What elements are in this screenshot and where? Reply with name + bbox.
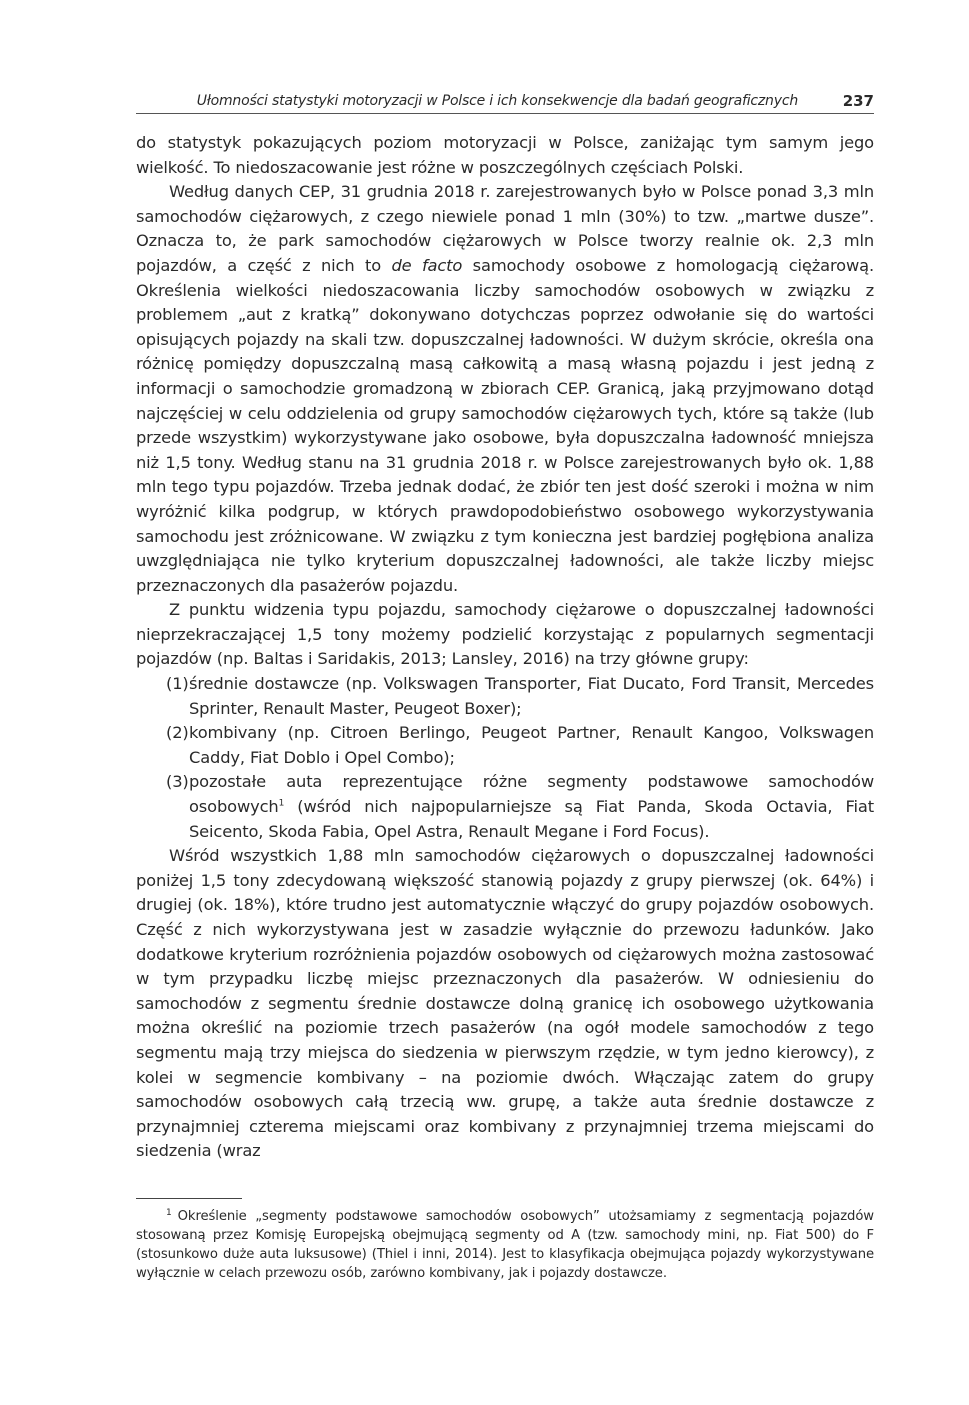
list-item-text: średnie dostawcze (np. Volkswagen Transporter, Fiat Ducato, Ford Transit, Mercedes Sprinter, Renault Master, Peugeot Boxer); — [189, 674, 874, 718]
paragraph-3: Z punktu widzenia typu pojazdu, samochody ciężarowe o dopuszczalnej ładowności nieprzekraczającej 1,5 tony możemy podzielić korzystając z popularnych segmentacji pojazdów (np. Baltas i Saridakis, 2013; Lansley, 2016) na trzy główne grupy: — [136, 600, 874, 669]
footnote-divider — [136, 1198, 242, 1199]
paragraph-2-italic: de facto — [391, 255, 463, 275]
footnote-text: Określenie „segmenty podstawowe samochodów osobowych” utożsamiamy z segmentacją pojazdów stosowaną przez Komisję Europejską obejmującą segmenty od A (tzw. samochody mini, np. Fiat 500) do F (stosunkowo duże auta luksusowe) (Thiel i inni, 2014). Jest to klasyfikacja obejmująca pojazdy wykorzystywane wyłącznie w celach przewozu osób, zarówno kombivany, jak i pojazdy dostawcze. — [136, 1209, 874, 1281]
list-item — [136, 672, 874, 721]
list-item-text: pozostałe auta reprezentujące różne segmenty podstawowe samochodów osobowych — [189, 772, 874, 817]
list-item-number: (1) — [166, 674, 189, 694]
list-item-text-cont: (wśród nich najpopularniejsze są Fiat Panda, Skoda Octavia, Fiat Seicento, Skoda Fabia, Opel Astra, Renault Megane i Ford Focus). — [189, 797, 874, 841]
paragraph-1: do statystyk pokazujących poziom motoryzacji w Polsce, zaniżając tym samym jego wielkość. To niedoszacowanie jest różne w poszczególnych częściach Polski. — [136, 133, 874, 177]
paragraph-2-part-b: samochody osobowe z homologacją ciężarową. Określenia wielkości niedoszacowania liczby samochodów osobowych w związku z problemem „aut z kratką” dokonywano dotychczas poprzez odwołanie się do wartości opisujących pojazdy na skali tzw. dopuszczalnej ładowności. W dużym skrócie, określa ona różnicę pomiędzy dopuszczalną masą całkowitą a masą własną pojazdu i jest jedną z informacji o samochodzie gromadzoną w zbiorach CEP. Granicą, jaką przyjmowano dotąd najczęściej w celu oddzielenia od grupy samochodów ciężarowych tych, które są także (lub przede wszystkim) wykorzystywane jako osobowe, była dopuszczalna ładowność mniejsza niż 1,5 tony. Według stanu na 31 grudnia 2018 r. w Polsce zarejestrowanych było ok. 1,88 mln tego typu pojazdów. Trzeba jednak dodać, że zbiór ten jest dość szeroki i można w nim wyróżnić kilka podgrup, w których prawdopodobieństwo osobowego wykorzystywania samochodu jest zróżnicowane. W związku z tym konieczna jest bardziej pogłębiona analiza uwzględniająca nie tylko kryterium dopuszczalnej ładowności, ale także liczby miejsc przeznaczonych dla pasażerów pojazdu. — [136, 255, 874, 595]
footnote-reference[interactable]: 1 — [278, 798, 285, 809]
paragraph-2-part-a: Według danych CEP, 31 grudnia 2018 r. zarejestrowanych było w Polsce ponad 3,3 mln samochodów ciężarowych, z czego niewiele ponad 1 mln (30%) to tzw. „martwe dusze”. Oznacza to, że park samochodów ciężarowych w Polsce tworzy realnie ok. 2,3 mln pojazdów, a część z nich to — [136, 182, 874, 275]
list-item-text: kombivany (np. Citroen Berlingo, Peugeot Partner, Renault Kangoo, Volkswagen Caddy, Fiat Doblo i Opel Combo); — [189, 723, 874, 767]
list-item — [136, 721, 874, 770]
list-item — [136, 770, 874, 844]
running-header — [136, 91, 874, 114]
footnote — [136, 1207, 874, 1283]
footnote-mark: 1 — [166, 1207, 172, 1218]
page-number: 237 — [842, 92, 874, 110]
paragraph-4: Wśród wszystkich 1,88 mln samochodów ciężarowych o dopuszczalnej ładowności poniżej 1,5 tony zdecydowaną większość stanowią pojazdy z grupy pierwszej (ok. 64%) i drugiej (ok. 18%), które trudno jest automatycznie włączyć do grupy pojazdów osobowych. Część z nich wykorzystywana jest w zasadzie wyłącznie do przewozu ładunków. Jako dodatkowe kryterium rozróżnienia pojazdów osobowych od ciężarowych można zastosować w tym przypadku liczbę miejsc przeznaczonych dla pasażerów. W odniesieniu do samochodów z segmentu średnie dostawcze dolną granicę ich osobowego użytkowania można określić na poziomie trzech pasażerów (na ogół modele samochodów z tego segmentu mają trzy miejsca do siedzenia w pierwszym rzędzie, w tym jedno kierowcy), z kolei w segmencie kombivany – na poziomie dwóch. Włączając zatem do grupy samochodów osobowych całą trzecią ww. grupę, a także auta średnie dostawcze z przynajmniej czterema miejscami oraz kombivany z przynajmniej trzema miejscami do siedzenia (wraz — [136, 846, 874, 1161]
list-item-number: (3) — [166, 772, 189, 792]
list-item-number: (2) — [166, 723, 189, 743]
body-text — [136, 131, 874, 1164]
paragraph-2 — [136, 180, 874, 598]
running-title: Ułomności statystyki motoryzacji w Polsce i ich konsekwencje dla badań geograficznych — [196, 93, 798, 109]
